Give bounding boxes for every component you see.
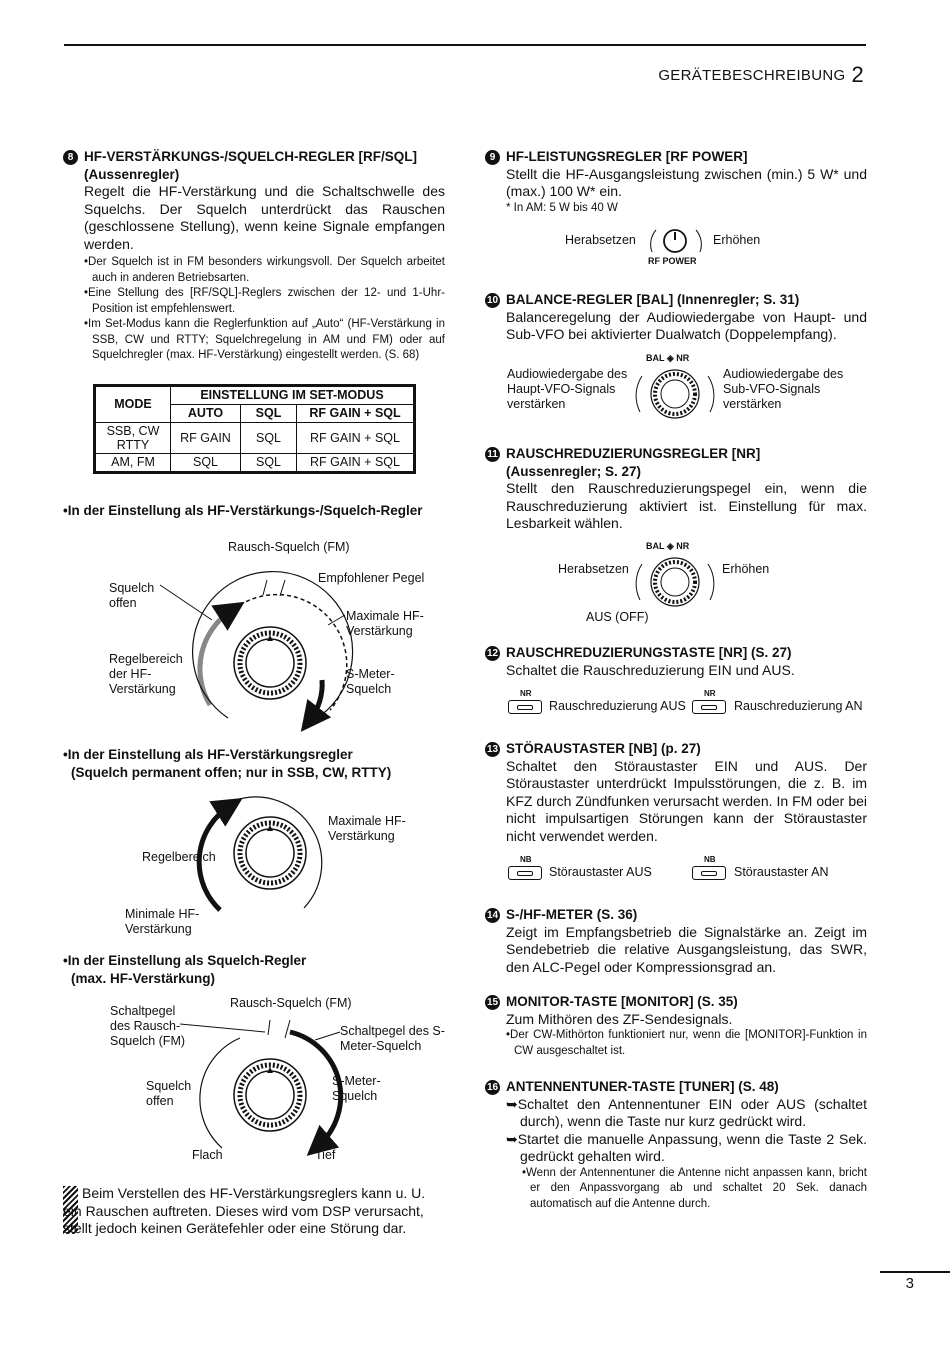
rf-power-label: RF POWER [648,256,697,266]
item-number: 15 [486,997,499,1008]
label-erhoehen: Erhöhen [713,233,761,247]
label-schaltpegel-s: Schaltpegel des S-Meter-Squelch [340,1024,445,1053]
section-nr-control: 11 RAUSCHREDUZIERUNGSREGLER [NR] (Aussenregler; S. 27) Stellt den Rauschreduzierungspegel ein, wenn die Rauschreduzierung aktiviert ist. Einstellung für max. Lesbarkeit wählen. [485,445,867,533]
chapter-title: GERÄTEBESCHREIBUNG [658,67,846,84]
col-header-auto: AUTO [171,405,241,423]
chapter-number: 2 [851,62,864,87]
label-rausch-squelch: Rausch-Squelch (FM) [228,540,350,554]
item-number: 11 [485,447,500,462]
nb-button-caption: NB [520,855,532,864]
balance-knob-icon [630,364,720,424]
table-row: AM, FM SQL SQL RF GAIN + SQL [96,454,414,472]
label-sub-vfo: Audiowiedergabe des Sub-VFO-Signals verstärken [723,367,844,411]
nr-button-caption: NR [520,689,532,698]
section-subtitle: (Aussenregler) [84,166,180,182]
diagram3-heading: •In der Einstellung als Squelch-Regler (max. HF-Verstärkung) [63,953,307,986]
section-meter: 14 S-/HF-METER (S. 36) Zeigt im Empfangsbetrieb die Signalstärke an. Zeigt im Sendebetrieb die relative Ausgangsleistung, das SWR, den ALC-Pegel oder Kompressionsgrad an. [486,907,867,975]
item-number: 14 [486,910,499,921]
nb-button-caption-2: NB [704,855,716,864]
section-title: HF-VERSTÄRKUNGS-/SQUELCH-REGLER [RF/SQL] [84,149,417,164]
section-tuner: 16 ANTENNENTUNER-TASTE [TUNER] (S. 48) ➥Schaltet den Antennentuner EIN oder AUS (schaltet durch), wenn die Taste nur kurz gedrückt wird. ➥Startet die manuelle Anpassung, wenn die Taste 2 Sek. gedrückt gehalten wird. •Wenn der Antennentuner die Antenne nicht anpassen kann, bricht er den Anpassvorgang ab und schaltet 20 Sek. danach automatisch auf die Antenne durch. [486,1079,867,1210]
section-nb: 13 STÖRAUSTASTER [NB] (p. 27) Schaltet den Störaustaster EIN und AUS. Der Störaustaster unterdrückt Impulsstörungen, die z. B. im KFZ durch Zündfunken verursacht werden. In FM oder bei nicht impulsartigen Störungen kann der Störaustaster nicht verwendet werden. [486,741,867,844]
top-rule [64,44,866,46]
label-min-hf: Minimale HF-Verstärkung [125,907,200,936]
label-max-hf: Maximale HF-Verstärkung [346,609,424,638]
item-number: 10 [486,295,499,306]
table-row: SSB, CW RTTY RF GAIN SQL RF GAIN + SQL [96,423,414,454]
label-rausch-squelch-3: Rausch-Squelch (FM) [230,996,352,1010]
label-max-hf-2: Maximale HF-Verstärkung [328,814,406,843]
col-header-sql: SQL [241,405,297,423]
bullet-note: •Im Set-Modus kann die Reglerfunktion auf „Auto“ (HF-Verstärkung in SSB, CW und RTTY; Squelchregelung in AM und FM) oder auf Squelchregler (max. HF-Verstärkung) eingestellt werden. (S. 68) [84,318,445,361]
item-number: 8 [63,150,78,165]
nb-button-on-icon [692,866,726,880]
label-empfohlen: Empfohlener Pegel [318,571,425,585]
bal-nr-label-2: BAL ◈ NR [646,541,690,551]
tip-note: Beim Verstellen des HF-Verstärkungsreglers kann u. U. ein Rauschen auftreten. Dieses wird vom DSP verursacht, stellt jedoch keinen Gerätefehler oder eine Störung dar. [63,1185,426,1236]
col-header-set: EINSTELLUNG IM SET-MODUS [171,387,414,405]
label-nb-an: Störaustaster AN [734,865,829,879]
nr-knob-icon [630,552,720,612]
label-tief: Tief [315,1148,336,1162]
label-aus-off: AUS (OFF) [586,610,649,624]
label-schaltpegel-rausch: Schaltpegel des Rausch-Squelch (FM) [110,1004,186,1048]
item-number: 12 [486,648,499,659]
label-regelbereich: Regelbereich der HF-Verstärkung [109,652,183,696]
item-number: 13 [486,744,499,755]
item-number: 16 [486,1082,499,1093]
bullet-note: •Der Squelch ist in FM besonders wirkungsvoll. Der Squelch arbeitet auch in anderen Betriebsarten. [84,256,445,284]
label-squelch-offen-3: Squelch offen [146,1079,192,1108]
section-rf-power: 9 HF-LEISTUNGSREGLER [RF POWER] Stellt die HF-Ausgangsleistung zwischen (min.) 5 W* und (max.) 100 W* ein. * In AM: 5 W bis 40 W [485,148,867,216]
label-herabsetzen: Herabsetzen [565,233,636,247]
item-number: 9 [485,150,500,165]
section-body: Regelt die HF-Verstärkung und die Schaltschwelle des Squelchs. Der Squelch unterdrückt das Rauschen (geschlossene Stellung), wenn keine Signale empfangen werden. [84,183,445,252]
set-mode-table [95,386,414,472]
label-nr-aus: Rauschreduzierung AUS [549,699,686,713]
label-s-meter-3: S-Meter-Squelch [332,1074,381,1103]
label-squelch-offen: Squelch offen [109,581,155,610]
bal-nr-label: BAL ◈ NR [646,353,690,363]
section-balance: 10 BALANCE-REGLER [BAL] (Innenregler; S. 31) Balanceregelung der Audiowiedergabe von Haupt- und Sub-VFO bei aktivierter Dualwatch (Doppelempfang). [486,292,867,342]
label-s-meter: S-Meter-Squelch [346,667,395,696]
nb-button-off-icon [508,866,542,880]
section-rf-sql [63,148,445,364]
nr-button-caption-2: NR [704,689,716,698]
page-number: 3 [905,1275,914,1292]
label-haupt-vfo: Audiowiedergabe des Haupt-VFO-Signals verstärken [507,367,628,411]
label-erhoehen-nr: Erhöhen [722,562,770,576]
label-flach: Flach [192,1148,223,1162]
section-nr-button: 12 RAUSCHREDUZIERUNGSTASTE [NR] (S. 27) Schaltet die Rauschreduzierung EIN und AUS. [486,645,795,678]
page-number-rule [880,1271,950,1273]
label-nr-an: Rauschreduzierung AN [734,699,863,713]
diagram2-heading: •In der Einstellung als HF-Verstärkungsregler (Squelch permanent offen; nur in SSB, CW, RTTY) [63,747,392,780]
nr-button-off-icon [508,700,542,714]
section-monitor: 15 MONITOR-TASTE [MONITOR] (S. 35) Zum Mithören des ZF-Sendesignals. •Der CW-Mithörton funktioniert nur, wenn die [MONITOR]-Funktion in CW ausgeschaltet ist. [486,994,867,1057]
label-herabsetzen-nr: Herabsetzen [558,562,629,576]
bullet-note: •Eine Stellung des [RF/SQL]-Reglers zwischen der 12- und 1-Uhr-Position ist empfehlenswert. [84,287,445,315]
rf-power-knob-icon [644,226,710,256]
label-regelbereich-2: Regelbereich [142,850,216,864]
diagram1-heading: •In der Einstellung als HF-Verstärkungs-/Squelch-Regler [63,503,423,518]
nr-button-on-icon [692,700,726,714]
col-header-rf: RF GAIN + SQL [297,405,414,423]
label-nb-aus: Störaustaster AUS [549,865,652,879]
col-header-mode: MODE [96,387,171,423]
page-header [658,62,864,88]
